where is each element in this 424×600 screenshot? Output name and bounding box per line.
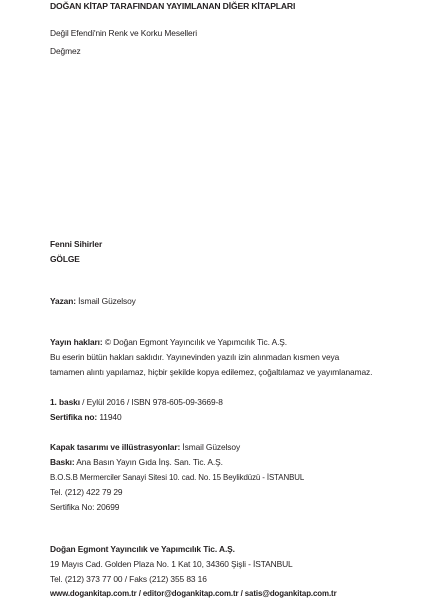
print-address: B.O.S.B Mermerciler Sanayi Sitesi 10. cad. No. 15 Beylikdüzü - İSTANBUL — [50, 473, 305, 482]
cover-label: Kapak tasarımı ve illüstrasyonlar: — [50, 442, 181, 452]
other-books-heading: DOĞAN KİTAP TARAFINDAN YAYIMLANAN DİĞER KİTAPLARI — [50, 1, 296, 11]
print-label: Baskı: — [50, 457, 75, 467]
other-book-item: Değmez — [50, 46, 81, 56]
publisher-name: Doğan Egmont Yayıncılık ve Yapımcılık Tic. A.Ş. — [50, 544, 235, 554]
rights-value: © Doğan Egmont Yayıncılık ve Yapımcılık Tic. A.Ş. — [102, 337, 288, 347]
cover-value: İsmail Güzelsoy — [180, 442, 241, 452]
edition-value: / Eylül 2016 / ISBN 978-605-09-3669-8 — [79, 397, 223, 407]
publisher-web: www.dogankitap.com.tr / editor@dogankitap.com.tr / satis@dogankitap.com.tr — [50, 589, 337, 598]
print-phone: Tel. (212) 422 79 29 — [50, 487, 123, 497]
publisher-phone: Tel. (212) 373 77 00 / Faks (212) 355 83 16 — [50, 574, 207, 584]
rights-text: Bu eserin bütün hakları saklıdır. Yayınevinden yazılı izin alınmadan kısmen veya — [50, 352, 340, 362]
author-label: Yazan: — [50, 296, 76, 306]
book-title: GÖLGE — [50, 254, 80, 264]
certificate-line — [50, 412, 122, 423]
edition-label: 1. baskı — [50, 397, 80, 407]
rights-line — [50, 337, 287, 348]
print-cert: Sertifika No: 20699 — [50, 502, 120, 512]
cover-line — [50, 442, 240, 453]
certificate-label: Sertifika no: — [50, 412, 98, 422]
edition-line — [50, 397, 223, 408]
certificate-value: 11940 — [97, 412, 122, 422]
rights-label: Yayın hakları: — [50, 337, 103, 347]
print-line — [50, 457, 223, 468]
author-line — [50, 296, 136, 307]
series-title: Fenni Sihirler — [50, 239, 103, 249]
author-value: İsmail Güzelsoy — [75, 296, 136, 306]
publisher-address: 19 Mayıs Cad. Golden Plaza No. 1 Kat 10, 34360 Şişli - İSTANBUL — [50, 559, 293, 569]
print-value: Ana Basın Yayın Gıda İnş. San. Tic. A.Ş. — [74, 457, 223, 467]
other-book-item: Değil Efendi'nin Renk ve Korku Meselleri — [50, 28, 198, 38]
rights-text: tamamen alıntı yapılamaz, hiçbir şekilde kopya edilemez, çoğaltılamaz ve yayımlanamaz. — [50, 367, 373, 377]
